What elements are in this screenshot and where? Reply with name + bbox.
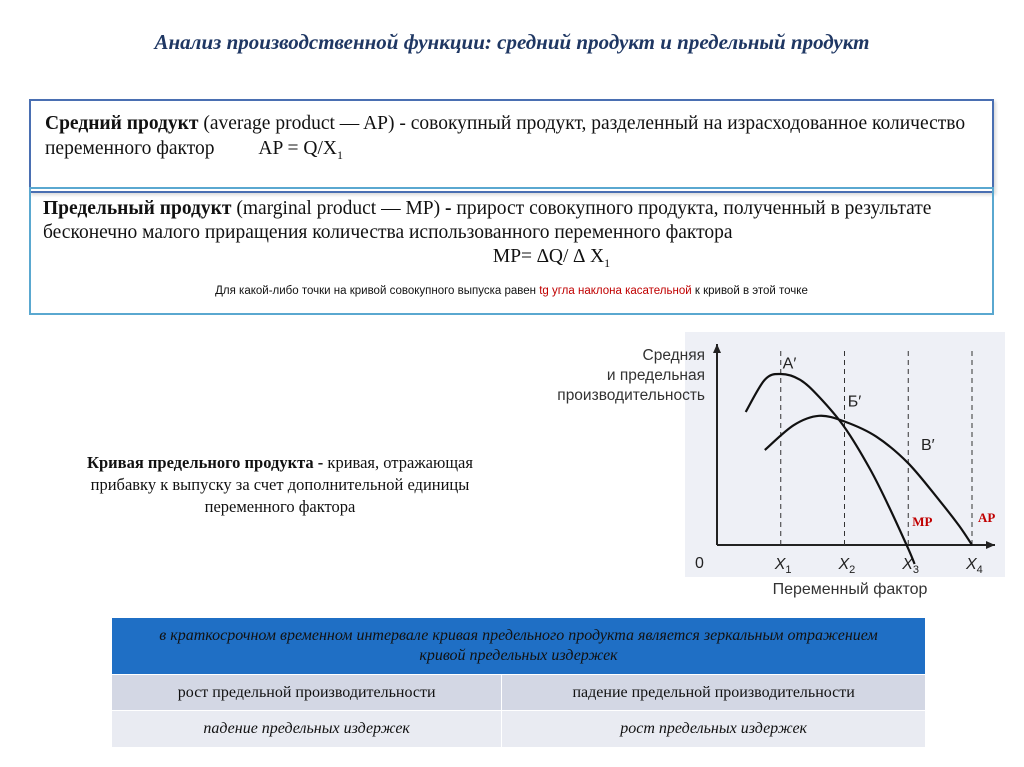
marginal-product-dash: - xyxy=(445,198,452,219)
mp-curve-text: кривая, отражающая прибавку к выпуску за счет дополнительной единицы переменного фактора xyxy=(90,453,473,516)
ap-mp-chart xyxy=(505,332,1005,612)
table-cell-productivity-rise: рост предельной производительности xyxy=(112,675,502,711)
tangent-note xyxy=(43,284,980,298)
origin-label: 0 xyxy=(695,555,704,572)
comparison-table xyxy=(111,617,926,748)
marginal-product-definition: прирост совокупного продукта, полученный в результате бесконечно малого приращения количества использованного переменного фактора xyxy=(43,198,932,243)
marginal-product-box xyxy=(29,187,994,315)
marginal-product-formula-line xyxy=(43,245,980,275)
mp-curve-description xyxy=(60,452,500,518)
tangent-note-post: к кривой в этой точке xyxy=(691,284,808,297)
curve-label-mp: MP xyxy=(912,514,933,529)
average-product-formula: AP = Q/X xyxy=(258,138,337,159)
x-axis-label: Переменный фактор xyxy=(772,581,928,598)
marginal-product-formula: MP= ∆Q/ ∆ X xyxy=(492,246,605,267)
page-title: Анализ производственной функции: средний продукт и предельный продукт xyxy=(154,30,870,54)
tangent-note-highlight: tg угла наклона касательной xyxy=(539,284,692,297)
x-tick-label: $X_2$ xyxy=(838,556,856,576)
table-cell-cost-fall: падение предельных издержек xyxy=(112,711,502,748)
average-product-term: Средний продукт xyxy=(45,113,199,134)
curve-label-ap: AP xyxy=(978,510,996,526)
x-tick-label: $X_1$ xyxy=(774,556,792,576)
point-label: В′ xyxy=(921,437,935,454)
average-product-definition: (average product — AP) - совокупный продукт, разделенный на израсходованное количество переменного фактор xyxy=(45,113,966,159)
point-label: А′ xyxy=(782,355,797,373)
table-cell-productivity-fall: падение предельной производительности xyxy=(502,675,926,711)
y-axis-label-line: производительность xyxy=(557,387,705,404)
y-axis-label-line: Средняя xyxy=(642,347,705,364)
y-axis-label-line: и предельная xyxy=(606,367,705,384)
x-tick-label: $X_4$ xyxy=(966,556,983,576)
table-header: в краткосрочном временном интервале кривая предельного продукта является зеркальным отражением кривой предельных издержек xyxy=(112,618,926,675)
marginal-product-term: Предельный продукт xyxy=(43,198,232,219)
marginal-product-abbr: (marginal product — MP) xyxy=(231,198,446,219)
point-label: Б′ xyxy=(847,393,862,411)
average-product-box xyxy=(29,99,994,193)
marginal-product-formula-sub: 1 xyxy=(604,255,611,270)
mp-curve-term: Кривая предельного продукта - xyxy=(87,453,324,472)
x-tick-label: $X_3$ xyxy=(902,556,920,576)
tangent-note-pre: Для какой-либо точки на кривой совокупного выпуска равен xyxy=(215,284,540,297)
table-cell-cost-rise: рост предельных издержек xyxy=(502,711,926,748)
average-product-formula-sub: 1 xyxy=(336,147,343,162)
